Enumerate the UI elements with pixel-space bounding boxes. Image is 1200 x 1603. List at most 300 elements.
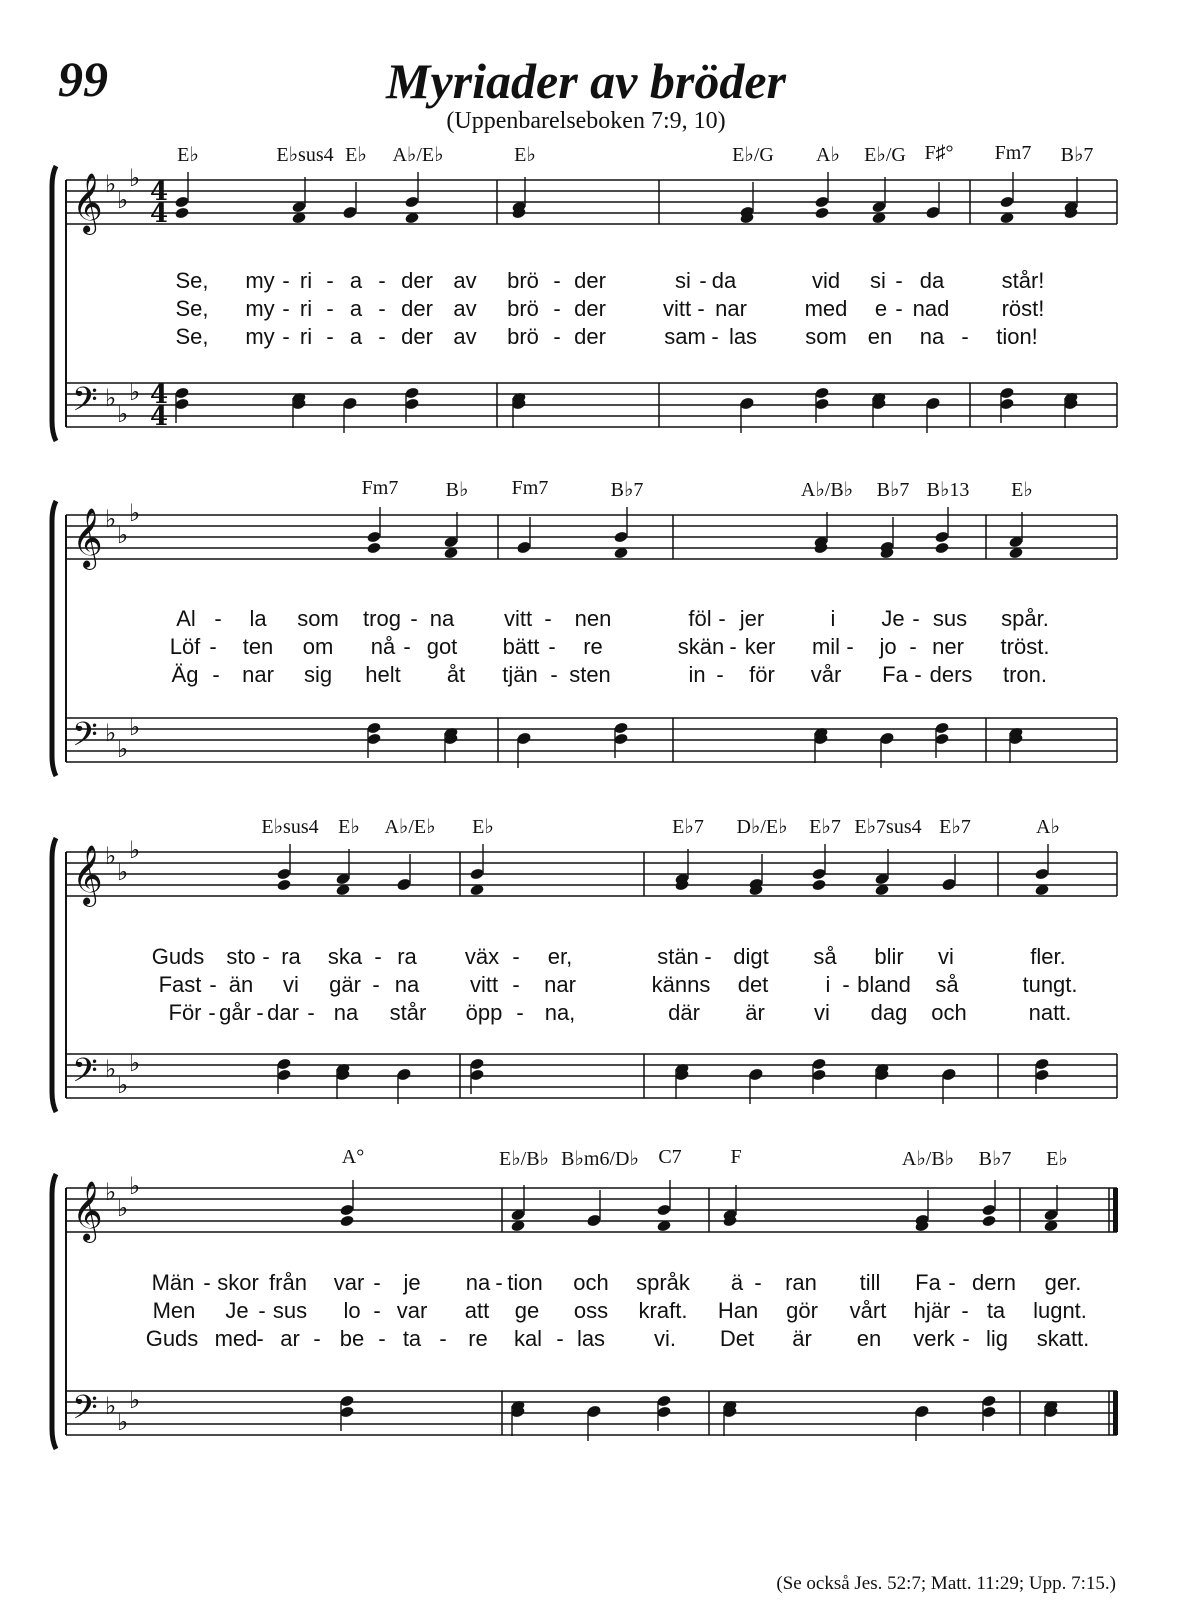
lyric-verse-1-syllable: - xyxy=(948,1270,956,1295)
hymn-number: 99 xyxy=(58,51,108,107)
lyric-verse-1-syllable: ska xyxy=(327,944,363,969)
lyric-verse-3-syllable: - xyxy=(439,1326,447,1351)
lyric-verse-3-syllable: - xyxy=(716,662,724,687)
lyric-verse-2-syllable: gör xyxy=(786,1298,818,1323)
lyric-verse-3-syllable: der xyxy=(401,324,433,349)
footnote: (Se också Jes. 52:7; Matt. 11:29; Upp. 7:15.) xyxy=(776,1573,1116,1594)
lyric-verse-1-syllable: föl xyxy=(688,606,712,631)
lyric-verse-2-syllable: - xyxy=(512,972,520,997)
chord-symbol: C7 xyxy=(658,1146,682,1168)
system-4-final-barline xyxy=(1113,1391,1118,1435)
system-3-bass-flat-icon: ♭ xyxy=(117,1071,129,1099)
lyric-verse-1-syllable: blir xyxy=(874,944,904,969)
lyric-verse-1-syllable: - xyxy=(895,268,903,293)
lyric-verse-2-syllable: - xyxy=(372,972,380,997)
lyric-verse-1-syllable: - xyxy=(374,944,382,969)
system-2-bass-flat-icon: ♭ xyxy=(129,713,141,741)
lyric-verse-1-syllable: - xyxy=(495,1270,503,1295)
lyric-verse-1-syllable: er, xyxy=(547,944,573,969)
chord-symbol: E♭/B♭ xyxy=(499,1148,549,1170)
lyric-verse-3-syllable: - xyxy=(711,324,719,349)
lyric-verse-2-syllable: röst! xyxy=(1001,296,1045,321)
lyric-verse-3-syllable: - xyxy=(550,662,558,687)
lyric-verse-2-syllable: jo xyxy=(879,634,897,659)
system-4-bass-flat-icon: ♭ xyxy=(117,1408,129,1436)
lyric-verse-1-syllable: vitt xyxy=(503,606,533,631)
lyric-verse-1-syllable: si xyxy=(675,268,691,293)
system-3-treble-flat-icon: ♭ xyxy=(129,836,141,864)
lyric-verse-3-syllable: - xyxy=(256,1000,264,1025)
system-3-bass-clef-icon: 𝄢 xyxy=(72,1052,98,1098)
chord-symbol: E♭ xyxy=(338,816,360,838)
lyric-verse-1-syllable: från xyxy=(269,1270,307,1295)
lyric-verse-2-syllable: lugnt. xyxy=(1033,1298,1087,1323)
lyric-verse-2-syllable: nar xyxy=(544,972,576,997)
lyric-verse-3-syllable: las xyxy=(728,324,758,349)
system-3-treble-flat-icon: ♭ xyxy=(105,842,117,870)
lyric-verse-3-syllable: na, xyxy=(544,1000,576,1025)
lyric-verse-3-syllable: Fa xyxy=(882,662,908,687)
lyric-verse-3-syllable: dar xyxy=(267,1000,299,1025)
system-3-bass-flat-icon: ♭ xyxy=(105,1055,117,1083)
system-3-treble-clef-icon: 𝄞 xyxy=(72,845,103,905)
lyric-verse-2-syllable: ge xyxy=(514,1298,540,1323)
lyric-verse-1-syllable: da xyxy=(711,268,737,293)
lyric-verse-1-syllable: så xyxy=(813,944,837,969)
system-4-bass-clef-icon: 𝄢 xyxy=(72,1389,98,1435)
lyric-verse-2-syllable: känns xyxy=(651,972,711,997)
lyric-verse-3-syllable: sam xyxy=(664,324,706,349)
lyric-verse-2-syllable: nar xyxy=(715,296,747,321)
lyric-verse-2-syllable: med xyxy=(804,296,848,321)
system-4-treble-flat-icon: ♭ xyxy=(117,1194,129,1222)
lyric-verse-1-syllable: vid xyxy=(811,268,841,293)
lyric-verse-1-syllable: av xyxy=(453,268,477,293)
bass-time-signature: 4 xyxy=(150,380,169,410)
lyric-verse-2-syllable: - xyxy=(842,972,850,997)
lyric-verse-3-syllable: vi xyxy=(814,1000,830,1025)
system-2-treble-flat-icon: ♭ xyxy=(117,521,129,549)
lyric-verse-1-syllable: vi xyxy=(938,944,954,969)
lyric-verse-3-syllable: my xyxy=(245,324,275,349)
lyric-verse-1-syllable: - xyxy=(326,268,334,293)
lyric-verse-3-syllable: re xyxy=(468,1326,488,1351)
lyric-verse-2-syllable: - xyxy=(282,296,290,321)
lyric-verse-3-syllable: - xyxy=(914,662,922,687)
lyric-verse-1-syllable: ri xyxy=(299,268,313,293)
lyric-verse-1-syllable: ger. xyxy=(1044,1270,1082,1295)
system-4-treble-flat-icon: ♭ xyxy=(105,1178,117,1206)
lyric-verse-3-syllable: är xyxy=(745,1000,765,1025)
lyric-verse-2-syllable: ker xyxy=(744,634,776,659)
lyric-verse-1-syllable: spår. xyxy=(1001,606,1049,631)
chord-symbol: A♭/E♭ xyxy=(384,816,436,838)
lyric-verse-1-syllable: - xyxy=(282,268,290,293)
chord-symbol: E♭7 xyxy=(809,816,841,838)
chord-symbol: E♭7sus4 xyxy=(854,816,922,838)
lyric-verse-1-syllable: skor xyxy=(217,1270,259,1295)
lyric-verse-2-syllable: vårt xyxy=(849,1298,887,1323)
lyric-verse-3-syllable: ar xyxy=(280,1326,300,1351)
lyric-verse-2-syllable: om xyxy=(302,634,334,659)
lyric-verse-2-syllable: det xyxy=(737,972,769,997)
chord-symbol: E♭7 xyxy=(939,816,971,838)
lyric-verse-3-syllable: na xyxy=(919,324,945,349)
chord-symbol: B♭ xyxy=(445,479,469,501)
lyric-verse-2-syllable: - xyxy=(326,296,334,321)
lyric-verse-1-syllable: - xyxy=(214,606,222,631)
lyric-verse-3-syllable: natt. xyxy=(1028,1000,1072,1025)
lyric-verse-2-syllable: mil xyxy=(811,634,841,659)
chord-symbol: Fm7 xyxy=(511,477,549,499)
lyric-verse-2-syllable: Fast xyxy=(158,972,202,997)
lyric-verse-1-syllable: står! xyxy=(1001,268,1045,293)
lyric-verse-3-syllable: öpp xyxy=(465,1000,503,1025)
lyric-verse-2-syllable: - xyxy=(378,296,386,321)
chord-symbol: B♭7 xyxy=(610,479,644,501)
lyric-verse-3-syllable: be xyxy=(339,1326,365,1351)
lyric-verse-1-syllable: - xyxy=(512,944,520,969)
chord-symbol: E♭sus4 xyxy=(276,144,334,166)
chord-symbol: E♭/G xyxy=(864,144,906,166)
chord-symbol: E♭ xyxy=(514,144,536,166)
lyric-verse-2-syllable: Men xyxy=(152,1298,196,1323)
lyric-verse-3-syllable: och xyxy=(931,1000,967,1025)
lyric-verse-3-syllable: tjän xyxy=(502,662,538,687)
lyric-verse-2-syllable: ten xyxy=(242,634,274,659)
lyric-verse-2-syllable: var xyxy=(396,1298,428,1323)
lyric-verse-3-syllable: kal xyxy=(513,1326,543,1351)
system-1-treble-note xyxy=(814,206,829,219)
lyric-verse-3-syllable: - xyxy=(553,324,561,349)
lyric-verse-1-syllable: dern xyxy=(971,1270,1017,1295)
lyric-verse-2-syllable: - xyxy=(961,1298,969,1323)
chord-symbol: A♭/E♭ xyxy=(392,144,444,166)
system-4-treble-note xyxy=(981,1214,996,1227)
lyric-verse-2-syllable: bland xyxy=(857,972,911,997)
lyric-verse-1-syllable: - xyxy=(378,268,386,293)
lyric-verse-2-syllable: - xyxy=(548,634,556,659)
lyric-verse-1-syllable: si xyxy=(870,268,886,293)
lyric-verse-1-syllable: trog xyxy=(363,606,401,631)
lyric-verse-2-syllable: a xyxy=(349,296,363,321)
lyric-verse-1-syllable: Fa xyxy=(915,1270,941,1295)
lyric-verse-1-syllable: der xyxy=(401,268,433,293)
lyric-verse-2-syllable: brö xyxy=(507,296,539,321)
lyric-verse-1-syllable: som xyxy=(297,606,339,631)
lyric-verse-3-syllable: nar xyxy=(242,662,274,687)
lyric-verse-2-syllable: av xyxy=(453,296,477,321)
lyric-verse-1-syllable: - xyxy=(912,606,920,631)
lyric-verse-3-syllable: verk xyxy=(913,1326,955,1351)
system-2-bass-clef-icon: 𝄢 xyxy=(72,716,98,762)
lyric-verse-2-syllable: - xyxy=(209,972,217,997)
lyric-verse-3-syllable: en xyxy=(867,324,893,349)
lyric-verse-1-syllable: - xyxy=(203,1270,211,1295)
lyric-verse-1-syllable: nen xyxy=(574,606,612,631)
system-4-final-barline xyxy=(1113,1188,1118,1232)
lyric-verse-3-syllable: - xyxy=(962,1326,970,1351)
chord-symbol: E♭ xyxy=(1046,1148,1068,1170)
lyric-verse-1-syllable: - xyxy=(704,944,712,969)
lyric-verse-2-syllable: lo xyxy=(343,1298,361,1323)
lyric-verse-2-syllable: så xyxy=(935,972,959,997)
bass-time-signature: 4 xyxy=(150,402,169,432)
lyric-verse-1-syllable: - xyxy=(718,606,726,631)
lyric-verse-1-syllable: stän xyxy=(657,944,699,969)
lyric-verse-3-syllable: - xyxy=(516,1000,524,1025)
chord-symbol: E♭ xyxy=(345,144,367,166)
lyric-verse-1-syllable: - xyxy=(553,268,561,293)
chord-symbol: Fm7 xyxy=(994,142,1032,164)
system-4-treble-note xyxy=(339,1214,354,1227)
lyric-verse-2-syllable: re xyxy=(583,634,603,659)
lyric-verse-1-syllable: fler. xyxy=(1030,944,1066,969)
lyric-verse-1-syllable: till xyxy=(859,1270,881,1295)
system-4-treble-clef-icon: 𝄞 xyxy=(72,1181,103,1241)
system-1-treble-flat-icon: ♭ xyxy=(105,170,117,198)
lyric-verse-3-syllable: med xyxy=(214,1326,258,1351)
lyric-verse-2-syllable: än xyxy=(228,972,254,997)
lyric-verse-2-syllable: - xyxy=(403,634,411,659)
system-1-treble-note xyxy=(174,206,189,219)
lyric-verse-3-syllable: tion! xyxy=(996,324,1038,349)
lyric-verse-3-syllable: - xyxy=(556,1326,564,1351)
lyric-verse-1-syllable: na xyxy=(465,1270,491,1295)
lyric-verse-3-syllable: las xyxy=(576,1326,606,1351)
lyric-verse-1-syllable: var xyxy=(333,1270,365,1295)
system-1-bass-flat-icon: ♭ xyxy=(105,384,117,412)
lyric-verse-1-syllable: je xyxy=(403,1270,421,1295)
lyric-verse-3-syllable: helt xyxy=(365,662,401,687)
lyric-verse-2-syllable: nad xyxy=(912,296,950,321)
lyric-verse-1-syllable: Guds xyxy=(151,944,205,969)
system-3-bass-flat-icon: ♭ xyxy=(129,1049,141,1077)
lyric-verse-1-syllable: ä xyxy=(730,1270,744,1295)
hymn-subtitle: (Uppenbarelseboken 7:9, 10) xyxy=(446,108,726,134)
lyric-verse-2-syllable: ri xyxy=(299,296,313,321)
lyric-verse-3-syllable: som xyxy=(805,324,847,349)
lyric-verse-1-syllable: - xyxy=(410,606,418,631)
system-2-treble-note xyxy=(934,541,949,554)
lyric-verse-3-syllable: Se, xyxy=(175,324,209,349)
lyric-verse-2-syllable: Han xyxy=(717,1298,759,1323)
lyric-verse-1-syllable: och xyxy=(573,1270,609,1295)
system-3-treble-note xyxy=(811,878,826,891)
chord-symbol: F xyxy=(730,1146,742,1168)
lyric-verse-2-syllable: nå xyxy=(370,634,396,659)
lyric-verse-2-syllable: ta xyxy=(986,1298,1006,1323)
lyric-verse-2-syllable: tröst. xyxy=(1000,634,1050,659)
system-2-bass-flat-icon: ♭ xyxy=(105,719,117,747)
lyric-verse-1-syllable: der xyxy=(574,268,606,293)
lyric-verse-2-syllable: tungt. xyxy=(1022,972,1078,997)
lyric-verse-2-syllable: hjär xyxy=(913,1298,951,1323)
lyric-verse-1-syllable: - xyxy=(262,944,270,969)
chord-symbol: A♭ xyxy=(816,144,840,166)
chord-symbol: E♭/G xyxy=(732,144,774,166)
lyric-verse-2-syllable: got xyxy=(426,634,458,659)
lyric-verse-3-syllable: ta xyxy=(402,1326,422,1351)
system-2-treble-flat-icon: ♭ xyxy=(105,505,117,533)
chord-symbol: A♭ xyxy=(1036,816,1060,838)
chord-symbol: E♭ xyxy=(472,816,494,838)
lyric-verse-1-syllable: - xyxy=(544,606,552,631)
system-4-treble-flat-icon: ♭ xyxy=(129,1172,141,1200)
lyric-verse-3-syllable: - xyxy=(326,324,334,349)
lyric-verse-3-syllable: dag xyxy=(870,1000,908,1025)
lyric-verse-2-syllable: gär xyxy=(329,972,361,997)
system-1-bass-flat-icon: ♭ xyxy=(129,378,141,406)
system-1-brace xyxy=(52,166,56,441)
lyric-verse-1-syllable: na xyxy=(429,606,455,631)
lyric-verse-2-syllable: vitt xyxy=(469,972,499,997)
lyric-verse-1-syllable: ra xyxy=(281,944,301,969)
lyric-verse-1-syllable: - xyxy=(754,1270,762,1295)
chord-symbol: A♭/B♭ xyxy=(800,479,854,501)
lyric-verse-2-syllable: e xyxy=(874,296,888,321)
system-2-treble-flat-icon: ♭ xyxy=(129,499,141,527)
lyric-verse-3-syllable: - xyxy=(208,1000,216,1025)
lyric-verse-2-syllable: na xyxy=(394,972,420,997)
lyric-verse-3-syllable: - xyxy=(256,1326,264,1351)
lyric-verse-3-syllable: a xyxy=(349,324,363,349)
system-1-bass-flat-icon: ♭ xyxy=(117,400,129,428)
lyric-verse-2-syllable: - xyxy=(729,634,737,659)
system-1-bass-clef-icon: 𝄢 xyxy=(72,381,98,427)
chord-symbol: B♭m6/D♭ xyxy=(561,1148,639,1170)
lyric-verse-1-syllable: Al xyxy=(176,606,196,631)
lyric-verse-3-syllable: - xyxy=(313,1326,321,1351)
system-2-treble-clef-icon: 𝄞 xyxy=(72,508,103,568)
lyric-verse-3-syllable: går xyxy=(219,1000,251,1025)
lyric-verse-1-syllable: a xyxy=(349,268,363,293)
system-4-bass-flat-icon: ♭ xyxy=(129,1386,141,1414)
lyric-verse-1-syllable: - xyxy=(699,268,707,293)
lyric-verse-3-syllable: - xyxy=(212,662,220,687)
lyric-verse-1-syllable: Se, xyxy=(175,268,209,293)
lyric-verse-2-syllable: - xyxy=(697,296,705,321)
lyric-verse-1-syllable: Je xyxy=(881,606,905,631)
lyric-verse-3-syllable: av xyxy=(453,324,477,349)
lyric-verse-3-syllable: in xyxy=(688,662,706,687)
lyric-verse-2-syllable: Löf xyxy=(169,634,201,659)
lyric-verse-3-syllable: För xyxy=(168,1000,202,1025)
lyric-verse-1-syllable: - xyxy=(373,1270,381,1295)
lyric-verse-2-syllable: bätt xyxy=(502,634,540,659)
system-2-treble-note xyxy=(366,541,381,554)
lyric-verse-2-syllable: kraft. xyxy=(638,1298,688,1323)
chord-symbol: A♭/B♭ xyxy=(901,1148,955,1170)
lyric-verse-3-syllable: Äg xyxy=(171,662,199,687)
lyric-verse-3-syllable: sig xyxy=(303,662,333,687)
lyric-verse-3-syllable: en xyxy=(856,1326,882,1351)
lyric-verse-1-syllable: ran xyxy=(785,1270,817,1295)
chord-symbol: E♭ xyxy=(1011,479,1033,501)
lyric-verse-1-syllable: la xyxy=(249,606,267,631)
system-2-brace xyxy=(52,501,56,776)
lyric-verse-1-syllable: brö xyxy=(507,268,539,293)
system-4-brace xyxy=(52,1174,56,1449)
treble-time-signature: 4 xyxy=(150,199,169,229)
chord-symbol: B♭13 xyxy=(926,479,970,501)
lyric-verse-1-syllable: i xyxy=(830,606,836,631)
lyric-verse-2-syllable: skän xyxy=(677,634,725,659)
lyric-verse-3-syllable: vår xyxy=(810,662,842,687)
lyric-verse-2-syllable: - xyxy=(209,634,217,659)
system-1-treble-flat-icon: ♭ xyxy=(129,164,141,192)
chord-symbol: B♭7 xyxy=(978,1148,1012,1170)
system-1-treble-clef-icon: 𝄞 xyxy=(72,173,103,233)
chord-symbol: E♭sus4 xyxy=(261,816,319,838)
lyric-verse-2-syllable: i xyxy=(825,972,831,997)
lyric-verse-2-syllable: ner xyxy=(932,634,964,659)
lyric-verse-3-syllable: - xyxy=(378,324,386,349)
system-1-treble-flat-icon: ♭ xyxy=(117,186,129,214)
lyric-verse-3-syllable: sten xyxy=(569,662,611,687)
lyric-verse-3-syllable: Det xyxy=(719,1326,755,1351)
lyric-verse-3-syllable: ders xyxy=(929,662,973,687)
system-4-bass-flat-icon: ♭ xyxy=(105,1392,117,1420)
lyric-verse-3-syllable: Guds xyxy=(145,1326,199,1351)
chord-symbol: D♭/E♭ xyxy=(736,816,788,838)
lyric-verse-1-syllable: ra xyxy=(397,944,417,969)
chord-symbol: F♯° xyxy=(924,142,954,164)
chord-symbol: B♭7 xyxy=(876,479,910,501)
lyric-verse-3-syllable: vi. xyxy=(654,1326,676,1351)
lyric-verse-2-syllable: - xyxy=(909,634,917,659)
lyric-verse-3-syllable: ri xyxy=(299,324,313,349)
lyric-verse-3-syllable: för xyxy=(749,662,775,687)
lyric-verse-1-syllable: språk xyxy=(636,1270,690,1295)
lyric-verse-1-syllable: sus xyxy=(932,606,968,631)
lyric-verse-2-syllable: - xyxy=(895,296,903,321)
lyric-verse-2-syllable: att xyxy=(464,1298,490,1323)
lyric-verse-1-syllable: digt xyxy=(733,944,769,969)
lyric-verse-2-syllable: sus xyxy=(272,1298,308,1323)
system-3-treble-flat-icon: ♭ xyxy=(117,858,129,886)
chord-symbol: A° xyxy=(341,1146,365,1168)
chord-symbol: Fm7 xyxy=(361,477,399,499)
lyric-verse-1-syllable: da xyxy=(919,268,945,293)
system-2-bass-flat-icon: ♭ xyxy=(117,735,129,763)
chord-symbol: E♭7 xyxy=(672,816,704,838)
lyric-verse-1-syllable: väx xyxy=(464,944,500,969)
lyric-verse-3-syllable: lig xyxy=(985,1326,1009,1351)
treble-time-signature: 4 xyxy=(150,177,169,207)
lyric-verse-2-syllable: - xyxy=(553,296,561,321)
lyric-verse-1-syllable: my xyxy=(245,268,275,293)
lyric-verse-2-syllable: oss xyxy=(573,1298,609,1323)
lyric-verse-3-syllable: - xyxy=(282,324,290,349)
lyric-verse-3-syllable: står xyxy=(389,1000,427,1025)
chord-symbol: B♭7 xyxy=(1060,144,1094,166)
lyric-verse-1-syllable: tion xyxy=(507,1270,543,1295)
lyric-verse-3-syllable: åt xyxy=(446,662,466,687)
lyric-verse-3-syllable: - xyxy=(961,324,969,349)
system-3-brace xyxy=(52,838,56,1112)
hymn-title: Myriader av bröder xyxy=(386,53,786,109)
lyric-verse-2-syllable: der xyxy=(401,296,433,321)
lyric-verse-2-syllable: Je xyxy=(225,1298,249,1323)
lyric-verse-2-syllable: my xyxy=(245,296,275,321)
lyric-verse-3-syllable: der xyxy=(574,324,606,349)
lyric-verse-1-syllable: Män xyxy=(151,1270,195,1295)
lyric-verse-1-syllable: jer xyxy=(739,606,765,631)
lyric-verse-3-syllable: där xyxy=(668,1000,700,1025)
system-3-treble-note xyxy=(276,878,291,891)
lyric-verse-2-syllable: - xyxy=(258,1298,266,1323)
